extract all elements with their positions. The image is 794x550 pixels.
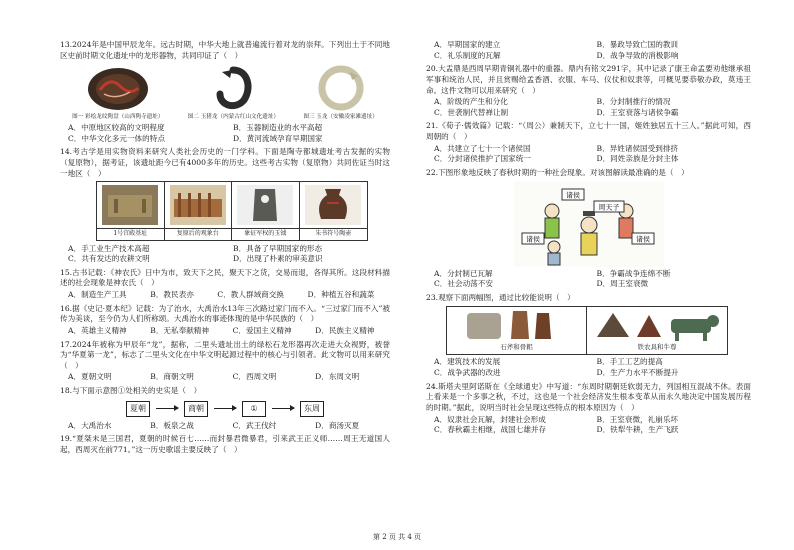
label-palace-site: 1号宫殿基址 — [97, 228, 164, 239]
option-15-d[interactable]: D．种植五谷和蔬菜 — [307, 290, 375, 300]
option-21-b[interactable]: B．异姓诸侯国受到排挤 — [596, 143, 679, 153]
question-23-stem: 23.观察下面两幅图，通过比较能说明（ ） — [426, 292, 575, 302]
option-24-d[interactable]: D．铁犁牛耕，生产飞跃 — [596, 425, 679, 435]
figure-jade-dragon — [303, 64, 378, 122]
option-14-b[interactable]: B．具备了早期国家的形态 — [233, 243, 323, 253]
option-19-d[interactable]: D．战争导致的消极影响 — [596, 50, 679, 60]
cell-palace-site — [97, 182, 165, 239]
option-17-c[interactable]: C．西周文明 — [232, 372, 277, 382]
question-21-options — [426, 144, 751, 165]
right-column — [426, 40, 751, 439]
option-17-b[interactable]: B．商朝文明 — [150, 372, 194, 382]
question-13-stem: 13.2024年是中国甲辰龙年。远古时期，中华大地上就普遍流行着对龙的崇拜。下列出土于不同地区史前时期文化遗址中的龙形器物，共同印证了（ ） — [60, 40, 390, 60]
figure-painted-dragon-plate — [72, 66, 163, 122]
iron-tools-ox-image — [587, 307, 727, 343]
option-14-c[interactable]: C．共有发达的农耕文明 — [68, 254, 150, 264]
caption-figure-2: 图二 玉猪龙（内蒙古红山文化遗址） — [187, 114, 280, 121]
option-22-c[interactable]: C．社会动荡不安 — [434, 279, 493, 289]
stone-tools-image — [457, 307, 577, 343]
flow-arrow — [214, 408, 236, 409]
question-19-stem: 19.“夏桀未是三国君，夏朝的时候百七……而封暴君微暴君，引来武王正义师……周王无道国人起，西周灭在前771。”这一历史歌谣主要反映了（ ） — [60, 434, 390, 454]
option-16-a[interactable]: A．英雄主义精神 — [68, 325, 127, 335]
option-20-d[interactable]: D．王室衰落与诸侯争霸 — [596, 107, 679, 117]
question-17-stem: 17.2024年被称为甲辰年“龙”，据称，二里头遗址出土的绿松石龙形器再次走进大众视野，被誉为“华夏第一龙”，标志了二里头文化在中华文明起源过程中的核心与引领者。此文物可以用来研究（ ） — [60, 339, 390, 370]
cell-observatory — [165, 182, 233, 239]
question-18-options — [60, 421, 390, 432]
option-21-d[interactable]: D．同姓亲族是分封主体 — [596, 154, 679, 164]
option-21-a[interactable]: A．共建立了七十一个诸侯国 — [434, 143, 531, 153]
option-23-d[interactable]: D．生产力水平不断提升 — [596, 368, 679, 378]
cartoon-label-king: 周天子 — [598, 203, 619, 211]
cartoon-weak-king-image — [514, 181, 664, 267]
question-19-options — [426, 40, 751, 61]
pane-stone-axe-bone-spade — [447, 307, 587, 354]
cell-pottery-jar — [300, 182, 368, 239]
option-16-b[interactable]: B．无私奉献精神 — [150, 325, 209, 335]
question-22-options — [426, 269, 751, 290]
palace-site-image — [102, 185, 158, 225]
option-23-c[interactable]: C．战争武器的改进 — [434, 368, 501, 378]
option-24-a[interactable]: A．奴隶社会瓦解，封建社会形成 — [434, 414, 546, 424]
option-13-a[interactable]: A．中原地区较高的文明程度 — [68, 123, 165, 133]
option-17-a[interactable]: A．夏朝文明 — [68, 372, 112, 382]
option-17-d[interactable]: D．东周文明 — [315, 372, 360, 382]
question-22-stem: 22.下图形象地反映了春秋时期的一种社会现象。对该图解读最准确的是（ ） — [426, 167, 689, 177]
option-21-c[interactable]: C．分封诸侯推护了国家统一 — [434, 154, 531, 164]
option-13-c[interactable]: C．中华文化多元一体的特点 — [68, 133, 165, 143]
option-14-d[interactable]: D．出现了朴素的审美意识 — [233, 254, 323, 264]
option-16-d[interactable]: D．民族主义精神 — [315, 325, 375, 335]
flow-box-xia: 夏朝 — [126, 401, 150, 417]
option-22-a[interactable]: A．分封制已瓦解 — [434, 268, 493, 278]
question-16-options — [60, 326, 390, 337]
option-20-b[interactable]: B．分封制推行的情况 — [596, 97, 671, 107]
question-20-stem: 20.大盂鼎是西周早期青铜礼器中的重器。鼎内有铭文291字，其中记录了康王命孟要劝他继承祖军事和统治人民，并且赏赐给孟香酒、衣服、车马、仪仗和奴隶等，可概见要恭敬办政，莫违王命。这件文物可以用来研究（ ） — [426, 64, 751, 95]
option-23-b[interactable]: B．手工工艺的提高 — [596, 357, 663, 367]
cartoon-label-lord-top: 诸侯 — [565, 191, 580, 199]
question-20-options — [426, 97, 751, 118]
left-column — [60, 40, 390, 457]
option-23-a[interactable]: A．建筑技术的发展 — [434, 357, 501, 367]
question-16-stem: 16.据《史记·夏本纪》记载：为了治水，大禹治水13年三次路过家门而不入。“三过家门而不入”被传为美谈，至今仍为人们所称颂。大禹治水的事迹体现的是中华民族的（ ） — [60, 303, 390, 324]
question-17-options — [60, 372, 390, 383]
question-18-stem: 18.与下面示意图①处相关的史实是（ ） — [60, 386, 202, 396]
option-22-d[interactable]: D．周王室衰微 — [596, 279, 649, 289]
label-pottery-jar: 朱书符号陶壶 — [300, 228, 368, 239]
option-19-c[interactable]: C．礼乐制度的瓦解 — [434, 50, 501, 60]
flow-box-shang: 商朝 — [184, 401, 208, 417]
jade-pig-dragon-image — [208, 64, 258, 112]
option-15-a[interactable]: A．制造生产工具 — [68, 290, 127, 300]
question-13-images — [60, 64, 390, 122]
question-14-stem: 14.考古学是用实物资料来研究人类社会历史的一门学科。下面是陶寺都城遗址考古发掘的实物（复原物），据考证，该遗址距今已有4000多年的历史。这些考古实物（复原物）共同佐证当时这一地区（ ） — [60, 147, 390, 178]
cell-jade-axe — [232, 182, 300, 239]
option-20-a[interactable]: A．阶级的产生和分化 — [434, 97, 508, 107]
question-13-options — [60, 123, 390, 144]
flow-arrow — [272, 408, 294, 409]
label-jade-axe: 象征军权的玉钺 — [232, 228, 299, 239]
cartoon-label-lord-right: 诸侯 — [635, 235, 650, 243]
flow-arrow — [156, 408, 178, 409]
pane-iron-tools-ox — [587, 307, 727, 354]
label-observatory: 复原后的观象台 — [165, 228, 232, 239]
option-14-a[interactable]: A．手工业生产技术高超 — [68, 243, 150, 253]
question-24-options — [426, 415, 751, 436]
label-iron-tools: 铁农具和牛尊 — [637, 343, 677, 352]
page-number-footer: 第 2 页 共 4 页 — [372, 533, 422, 541]
option-15-b[interactable]: B．教民表亦 — [150, 290, 194, 300]
jade-axe-image — [237, 185, 293, 225]
option-19-b[interactable]: B．暴政导致亡国的教训 — [596, 40, 679, 49]
option-15-c[interactable]: C．教人群域商交换 — [217, 290, 284, 300]
option-24-b[interactable]: B．王室衰微，礼崩乐坏 — [596, 414, 679, 424]
dynasty-flow-diagram — [60, 401, 390, 417]
flow-box-blank: ① — [242, 401, 266, 417]
question-15-options — [60, 290, 390, 301]
question-23-options — [426, 357, 751, 378]
observatory-image — [170, 185, 226, 225]
dragon-plate-image — [86, 66, 150, 112]
question-23-image-panel — [446, 306, 728, 355]
option-19-a[interactable]: A．早期国家的建立 — [434, 40, 501, 49]
question-15-stem: 15.古书记载：《神农氏》日中为市，致天下之民，聚天下之货，交易而退，各得其所。这段材料描述的社会现象是神农氏（ ） — [60, 267, 390, 288]
option-24-c[interactable]: C．春秋霸主相继，战国七雄并存 — [434, 425, 547, 435]
pottery-jar-image — [305, 185, 361, 225]
figure-jade-pig-dragon — [188, 64, 279, 122]
option-18-c[interactable]: C．武王伐纣 — [232, 420, 277, 430]
option-13-d[interactable]: D．黄河流域孕育早期国家 — [233, 133, 323, 143]
flow-box-eastern-zhou: 东周 — [300, 401, 324, 417]
option-13-b[interactable]: B．玉器制造业的水平高超 — [233, 123, 323, 133]
option-18-d[interactable]: D．商汤灭夏 — [315, 420, 360, 430]
label-stone-tools: 石斧和骨耜 — [500, 343, 533, 352]
caption-figure-1: 图一 彩绘龙纹陶盘（山西陶寺遗址） — [72, 114, 164, 121]
question-14-options — [60, 244, 390, 265]
cartoon-label-lord-left: 诸侯 — [525, 235, 540, 243]
option-18-b[interactable]: B．板泉之战 — [150, 420, 194, 430]
option-20-c[interactable]: C．世袭制代替禅让制 — [434, 107, 509, 117]
option-22-b[interactable]: B．争霸战争连绵不断 — [596, 268, 671, 278]
jade-dragon-image — [316, 64, 366, 112]
question-14-image-table — [96, 181, 368, 240]
option-18-a[interactable]: A．大禹治水 — [68, 420, 112, 430]
question-22-cartoon-wrap — [426, 181, 751, 267]
option-16-c[interactable]: C．爱国主义精神 — [232, 325, 292, 335]
question-21-stem: 21.《荀子·儒效篇》记载：“（周公）兼制天下，立七十一国，姬姓独居五十三人。”据此可知，西周朝的（ ） — [426, 121, 751, 141]
caption-figure-3: 图三 玉龙（安徽凌家滩遗址） — [303, 114, 378, 121]
question-24-stem: 24.斯塔夫里阿诺斯在《全球通史》中写道：“东周时期朝廷软弱无力，列国相互混战不休。表面上看来是一个多事之秋，不过，这也是一个社会经济发生根本变革从而永久地决定中国发展历程的时期。”据此，说明当时社会呈现这些特点的根本原因为（ ） — [426, 381, 751, 412]
